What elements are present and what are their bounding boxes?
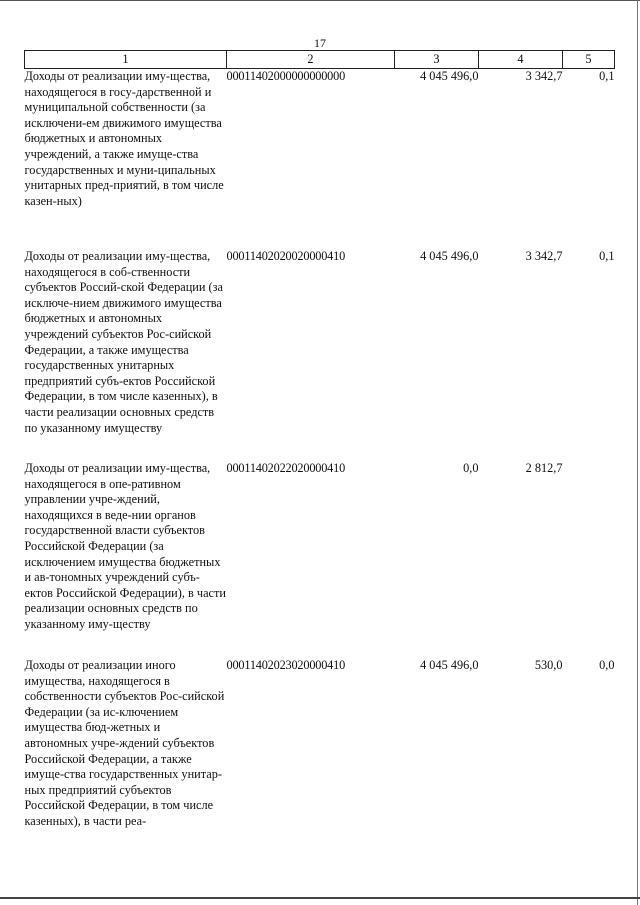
row-col3-value: 4 045 496,0 (420, 658, 479, 672)
row-code: 00011402023020000410 (226, 658, 346, 672)
header-col-2: 2 (227, 51, 395, 69)
row-col4-value: 3 342,7 (525, 249, 563, 263)
row-description: Доходы от реализации иму-щества, находящегося в опе-ративном управлении учре-ждений, находящихся в веде-нии органов государственной власти субъектов Российской Федерации (за исключением имущества бюджетных и ав-тономных учреждений субъ-ектов Российской Федерации), в части реализации основных средств по указанному иму-ществу (24, 461, 226, 631)
scan-edge-right (637, 0, 638, 905)
header-col-4: 4 (479, 51, 563, 69)
header-row (25, 51, 615, 69)
header-col-1: 1 (25, 51, 227, 69)
row-col3-value: 4 045 496,0 (420, 249, 479, 263)
table-row (25, 249, 615, 461)
row-col3-value: 0,0 (463, 461, 479, 475)
row-col5-value: 0,0 (599, 658, 615, 672)
row-col4-value: 2 812,7 (525, 461, 563, 475)
scan-edge-bottom (0, 897, 640, 899)
row-col3-value: 4 045 496,0 (420, 69, 479, 83)
row-code: 00011402020020000410 (226, 249, 346, 263)
row-description: Доходы от реализации иму-щества, находящегося в соб-ственности субъектов Россий-ской Федерации (за исключе-нием движимого имущества бюджетных и автономных учреждений субъектов Рос-сийской Федерации, а также имущества государственных унитарных предприятий субъ-ектов Российской Федерации, в том числе казенных), в части реализации основных средств по указанному имуществу (24, 249, 223, 435)
row-col4-value: 530,0 (534, 658, 563, 672)
table-row (25, 658, 615, 853)
row-code: 00011402022020000410 (226, 461, 346, 475)
table-row (25, 69, 615, 250)
table-row (25, 461, 615, 658)
page-number: 17 (314, 36, 326, 50)
row-description: Доходы от реализации иму-щества, находящегося в госу-дарственной и муниципальной собственности (за исключени-ем движимого имущества бюджетных и автономных учреждений, а также имуще-ства государственных и муни-ципальных унитарных пред-приятий, в том числе казен-ных) (24, 69, 224, 208)
header-col-3: 3 (395, 51, 479, 69)
row-col5-value: 0,1 (599, 69, 615, 83)
scan-edge-top (0, 0, 640, 1)
row-col5-value (563, 461, 615, 658)
budget-table (24, 50, 615, 853)
row-col5-value: 0,1 (599, 249, 615, 263)
row-description: Доходы от реализации иного имущества, находящегося в собственности субъектов Рос-сийской Федерации (за ис-ключением имущества бюд-жетных и автономных учре-ждений субъектов Российской Федерации, а также имуще-ства государственных унитар-ных предприятий субъектов Российской Федерации, в том числе казенных), в части реа- (24, 658, 225, 828)
row-col4-value: 3 342,7 (525, 69, 563, 83)
row-code: 00011402000000000000 (226, 69, 346, 83)
header-col-5: 5 (563, 51, 615, 69)
